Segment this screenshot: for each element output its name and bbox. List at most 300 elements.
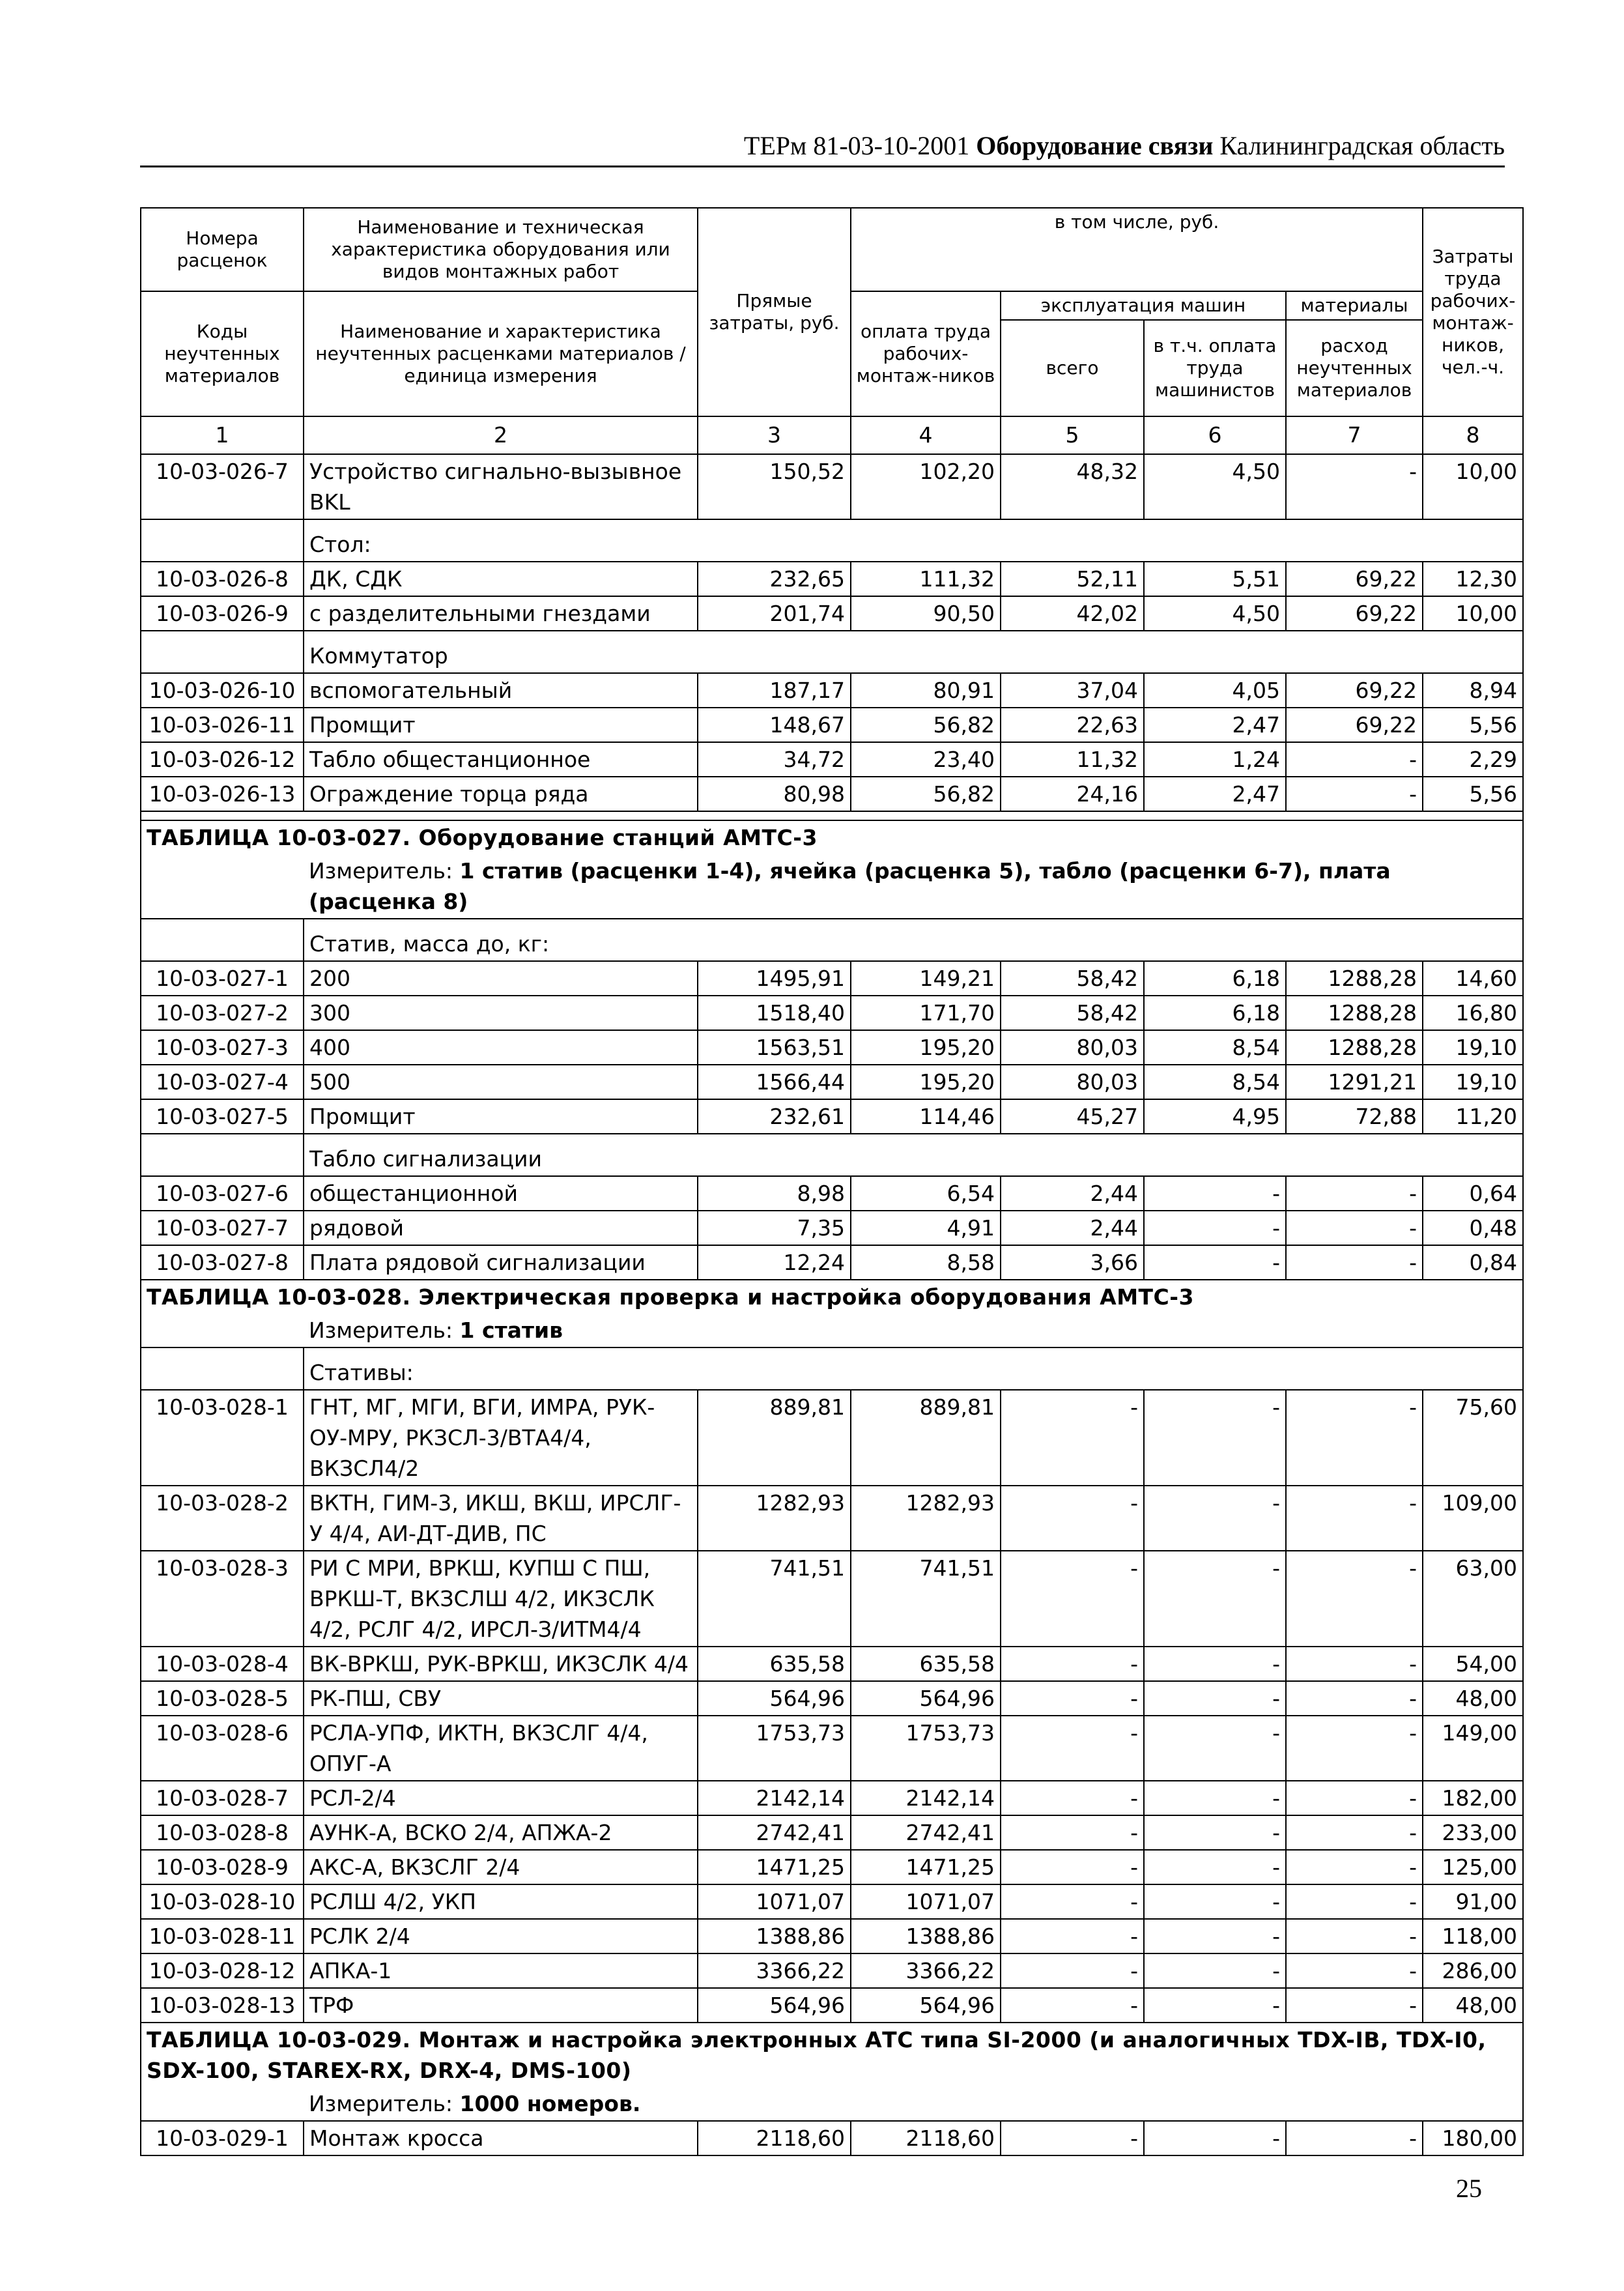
materials-cost: - — [1286, 1850, 1423, 1884]
rate-code: 10-03-026-9 — [141, 596, 304, 631]
labor-hours: 8,94 — [1423, 673, 1523, 708]
worker-wages: 2142,14 — [851, 1781, 1001, 1815]
direct-costs: 1471,25 — [698, 1850, 851, 1884]
doc-title: Оборудование связи — [976, 131, 1214, 160]
table-meter — [304, 854, 1523, 919]
labor-hours: 19,10 — [1423, 1065, 1523, 1099]
work-name: вспомогательный — [304, 673, 698, 708]
machinist-wages: - — [1144, 1781, 1286, 1815]
worker-wages: 889,81 — [851, 1390, 1001, 1486]
machines-total: 3,66 — [1001, 1245, 1144, 1280]
labor-hours: 0,64 — [1423, 1176, 1523, 1211]
table-row — [141, 1919, 1523, 1953]
table-row — [141, 1815, 1523, 1850]
materials-cost: - — [1286, 1919, 1423, 1953]
col-machinists-wages-head: в т.ч. оплата труда машинистов — [1144, 320, 1286, 416]
worker-wages: 1388,86 — [851, 1919, 1001, 1953]
col-number: 1 — [141, 416, 304, 454]
work-name: ВК-ВРКШ, РУК-ВРКШ, ИКЗСЛК 4/4 — [304, 1647, 698, 1681]
table-row — [141, 1486, 1523, 1551]
direct-costs: 889,81 — [698, 1390, 851, 1486]
rate-code: 10-03-027-7 — [141, 1211, 304, 1245]
rate-code: 10-03-028-7 — [141, 1781, 304, 1815]
group-heading-spacer — [141, 1347, 304, 1390]
labor-hours: 286,00 — [1423, 1953, 1523, 1988]
machines-total: 24,16 — [1001, 777, 1144, 811]
machinist-wages: - — [1144, 1211, 1286, 1245]
worker-wages: 1282,93 — [851, 1486, 1001, 1551]
table-row — [141, 1988, 1523, 2023]
machines-total: 2,44 — [1001, 1176, 1144, 1211]
group-heading-spacer — [141, 919, 304, 961]
materials-cost: - — [1286, 454, 1423, 519]
table-title: ТАБЛИЦА 10-03-029. Монтаж и настройка электронных АТС типа SI-2000 (и аналогичных TDX-IB, TDX-I0, SDX-100, STAREX-RX, DRX-4, DMS-100) — [141, 2023, 1523, 2087]
rate-code: 10-03-028-5 — [141, 1681, 304, 1716]
materials-cost: - — [1286, 777, 1423, 811]
table-title: ТАБЛИЦА 10-03-028. Электрическая проверка и настройка оборудования АМТС-3 — [141, 1280, 1523, 1314]
machinist-wages: 1,24 — [1144, 742, 1286, 777]
worker-wages: 111,32 — [851, 562, 1001, 596]
col-number: 8 — [1423, 416, 1523, 454]
meter-label: Измеритель: — [309, 2091, 460, 2116]
table-row — [141, 1716, 1523, 1781]
work-name: РСЛА-УПФ, ИКТН, ВКЗСЛГ 4/4, ОПУГ-А — [304, 1716, 698, 1781]
table-row — [141, 1030, 1523, 1065]
work-name: 500 — [304, 1065, 698, 1099]
spacer-cell — [141, 811, 1523, 820]
work-name: Плата рядовой сигнализации — [304, 1245, 698, 1280]
meter-spacer — [141, 1314, 304, 1347]
table-row — [141, 673, 1523, 708]
work-name: 400 — [304, 1030, 698, 1065]
materials-cost: - — [1286, 1953, 1423, 1988]
col-number: 6 — [1144, 416, 1286, 454]
group-heading: Табло сигнализации — [304, 1134, 1523, 1176]
rate-code: 10-03-028-11 — [141, 1919, 304, 1953]
direct-costs: 150,52 — [698, 454, 851, 519]
worker-wages: 564,96 — [851, 1988, 1001, 2023]
meter-row — [141, 854, 1523, 919]
worker-wages: 56,82 — [851, 777, 1001, 811]
work-name: рядовой — [304, 1211, 698, 1245]
work-name: Промщит — [304, 708, 698, 742]
rate-code: 10-03-028-3 — [141, 1551, 304, 1647]
machines-total: - — [1001, 1815, 1144, 1850]
table-title-row — [141, 820, 1523, 854]
table-row — [141, 1551, 1523, 1647]
col-labor-head: Затраты труда рабочих-монтаж-ников, чел.-ч. — [1423, 208, 1523, 416]
machinist-wages: - — [1144, 1884, 1286, 1919]
materials-cost: - — [1286, 1647, 1423, 1681]
materials-cost: - — [1286, 1884, 1423, 1919]
rate-code: 10-03-027-5 — [141, 1099, 304, 1134]
table-row — [141, 1099, 1523, 1134]
worker-wages: 741,51 — [851, 1551, 1001, 1647]
direct-costs: 1563,51 — [698, 1030, 851, 1065]
worker-wages: 1753,73 — [851, 1716, 1001, 1781]
worker-wages: 149,21 — [851, 961, 1001, 996]
machinist-wages: - — [1144, 1988, 1286, 2023]
labor-hours: 0,84 — [1423, 1245, 1523, 1280]
machinist-wages: 4,95 — [1144, 1099, 1286, 1134]
group-heading-row — [141, 519, 1523, 562]
work-name: ДК, СДК — [304, 562, 698, 596]
labor-hours: 125,00 — [1423, 1850, 1523, 1884]
col-number: 3 — [698, 416, 851, 454]
rate-code: 10-03-026-10 — [141, 673, 304, 708]
group-heading-spacer — [141, 1134, 304, 1176]
machines-total: - — [1001, 1716, 1144, 1781]
materials-cost: - — [1286, 1245, 1423, 1280]
rate-code: 10-03-028-1 — [141, 1390, 304, 1486]
machinist-wages: - — [1144, 1850, 1286, 1884]
incl-head: в том числе, руб. — [851, 208, 1423, 291]
machinist-wages: - — [1144, 1551, 1286, 1647]
machinist-wages: - — [1144, 1815, 1286, 1850]
worker-wages: 8,58 — [851, 1245, 1001, 1280]
group-heading: Статив, масса до, кг: — [304, 919, 1523, 961]
meter-spacer — [141, 2087, 304, 2121]
machinist-wages: 2,47 — [1144, 708, 1286, 742]
rate-code: 10-03-028-9 — [141, 1850, 304, 1884]
col-number: 7 — [1286, 416, 1423, 454]
worker-wages: 635,58 — [851, 1647, 1001, 1681]
materials-cost: 1291,21 — [1286, 1065, 1423, 1099]
direct-costs: 741,51 — [698, 1551, 851, 1647]
worker-wages: 90,50 — [851, 596, 1001, 631]
direct-costs: 564,96 — [698, 1988, 851, 2023]
table-meter — [304, 2087, 1523, 2121]
table-row — [141, 1681, 1523, 1716]
work-name: АПКА-1 — [304, 1953, 698, 1988]
direct-costs: 8,98 — [698, 1176, 851, 1211]
machines-total: - — [1001, 1551, 1144, 1647]
machinist-wages: 4,50 — [1144, 596, 1286, 631]
col-machines-total-head: всего — [1001, 320, 1144, 416]
rates-table — [140, 207, 1524, 2156]
labor-hours: 14,60 — [1423, 961, 1523, 996]
worker-wages: 564,96 — [851, 1681, 1001, 1716]
labor-hours: 5,56 — [1423, 777, 1523, 811]
machines-total: 80,03 — [1001, 1030, 1144, 1065]
work-name: ВКТН, ГИМ-3, ИКШ, ВКШ, ИРСЛГ-У 4/4, АИ-ДТ-ДИВ, ПС — [304, 1486, 698, 1551]
meter-value: 1 статив (расценки 1-4), ячейка (расценка 5), табло (расценки 6-7), плата (расценка 8) — [309, 858, 1391, 914]
machines-total: 48,32 — [1001, 454, 1144, 519]
labor-hours: 12,30 — [1423, 562, 1523, 596]
machinist-wages: 4,50 — [1144, 454, 1286, 519]
table-title-row — [141, 2023, 1523, 2087]
materials-cost: - — [1286, 1551, 1423, 1647]
materials-cost: - — [1286, 742, 1423, 777]
table-meter — [304, 1314, 1523, 1347]
worker-wages: 80,91 — [851, 673, 1001, 708]
worker-wages: 56,82 — [851, 708, 1001, 742]
machines-total: - — [1001, 2121, 1144, 2155]
worker-wages: 1471,25 — [851, 1850, 1001, 1884]
machines-total: - — [1001, 1988, 1144, 2023]
labor-hours: 91,00 — [1423, 1884, 1523, 1919]
direct-costs: 1388,86 — [698, 1919, 851, 1953]
rate-code: 10-03-026-7 — [141, 454, 304, 519]
direct-costs: 1495,91 — [698, 961, 851, 996]
machinist-wages: 8,54 — [1144, 1065, 1286, 1099]
group-heading: Коммутатор — [304, 631, 1523, 673]
machines-total: 52,11 — [1001, 562, 1144, 596]
machines-total: 11,32 — [1001, 742, 1144, 777]
labor-hours: 48,00 — [1423, 1988, 1523, 2023]
header-row-1 — [141, 208, 1523, 291]
materials-cost: 1288,28 — [1286, 1030, 1423, 1065]
machines-total: 80,03 — [1001, 1065, 1144, 1099]
work-name: Монтаж кросса — [304, 2121, 698, 2155]
materials-cost: 69,22 — [1286, 596, 1423, 631]
table-row — [141, 708, 1523, 742]
materials-cost: - — [1286, 1781, 1423, 1815]
machines-total: 45,27 — [1001, 1099, 1144, 1134]
table-row — [141, 2121, 1523, 2155]
work-name: Устройство сигнально-вызывное BKL — [304, 454, 698, 519]
direct-costs: 34,72 — [698, 742, 851, 777]
group-heading-spacer — [141, 519, 304, 562]
machinist-wages: - — [1144, 1245, 1286, 1280]
direct-costs: 1566,44 — [698, 1065, 851, 1099]
labor-hours: 180,00 — [1423, 2121, 1523, 2155]
direct-costs: 2118,60 — [698, 2121, 851, 2155]
table-row — [141, 454, 1523, 519]
work-name: РК-ПШ, СВУ — [304, 1681, 698, 1716]
work-name: АКС-А, ВКЗСЛГ 2/4 — [304, 1850, 698, 1884]
group-heading-row — [141, 1134, 1523, 1176]
table-row — [141, 596, 1523, 631]
machines-total: - — [1001, 1884, 1144, 1919]
labor-hours: 19,10 — [1423, 1030, 1523, 1065]
direct-costs: 148,67 — [698, 708, 851, 742]
table-row — [141, 1065, 1523, 1099]
direct-costs: 564,96 — [698, 1681, 851, 1716]
materials-cost: - — [1286, 1681, 1423, 1716]
materials-cost: - — [1286, 1988, 1423, 2023]
machinist-wages: - — [1144, 1390, 1286, 1486]
meter-row — [141, 1314, 1523, 1347]
materials-cost: 72,88 — [1286, 1099, 1423, 1134]
col-number: 4 — [851, 416, 1001, 454]
rate-code: 10-03-028-4 — [141, 1647, 304, 1681]
table-row — [141, 1884, 1523, 1919]
col-number: 5 — [1001, 416, 1144, 454]
page-header — [681, 130, 1505, 161]
col-name-head-top: Наименование и техническая характеристика оборудования или видов монтажных работ — [304, 208, 698, 291]
labor-hours: 16,80 — [1423, 996, 1523, 1030]
machines-total: - — [1001, 1647, 1144, 1681]
machines-head: эксплуатация машин — [1001, 291, 1286, 320]
page-number: 25 — [1456, 2174, 1482, 2203]
machinist-wages: - — [1144, 1716, 1286, 1781]
direct-costs: 12,24 — [698, 1245, 851, 1280]
table-row — [141, 742, 1523, 777]
machines-total: - — [1001, 1919, 1144, 1953]
meter-spacer — [141, 854, 304, 919]
worker-wages: 2118,60 — [851, 2121, 1001, 2155]
work-name: ГНТ, МГ, МГИ, ВГИ, ИМРА, РУК-ОУ-МРУ, РКЗСЛ-3/ВТА4/4, ВКЗСЛ4/2 — [304, 1390, 698, 1486]
labor-hours: 54,00 — [1423, 1647, 1523, 1681]
col-number: 2 — [304, 416, 698, 454]
machines-total: - — [1001, 1850, 1144, 1884]
rate-code: 10-03-027-2 — [141, 996, 304, 1030]
machines-total: - — [1001, 1486, 1144, 1551]
work-name: РСЛШ 4/2, УКП — [304, 1884, 698, 1919]
worker-wages: 102,20 — [851, 454, 1001, 519]
materials-head: материалы — [1286, 291, 1423, 320]
machinist-wages: 4,05 — [1144, 673, 1286, 708]
doc-region: Калининградская область — [1219, 131, 1505, 160]
direct-costs: 1518,40 — [698, 996, 851, 1030]
labor-hours: 109,00 — [1423, 1486, 1523, 1551]
materials-cost: - — [1286, 1716, 1423, 1781]
meter-value: 1000 номеров. — [459, 2091, 641, 2116]
group-heading-row — [141, 1347, 1523, 1390]
rate-code: 10-03-027-6 — [141, 1176, 304, 1211]
machinist-wages: - — [1144, 1176, 1286, 1211]
machines-total: 58,42 — [1001, 961, 1144, 996]
rate-code: 10-03-028-2 — [141, 1486, 304, 1551]
group-heading: Стол: — [304, 519, 1523, 562]
worker-wages: 114,46 — [851, 1099, 1001, 1134]
machinist-wages: 6,18 — [1144, 996, 1286, 1030]
group-heading-spacer — [141, 631, 304, 673]
machines-total: 22,63 — [1001, 708, 1144, 742]
rate-code: 10-03-029-1 — [141, 2121, 304, 2155]
materials-cost: 1288,28 — [1286, 996, 1423, 1030]
materials-cost: - — [1286, 1211, 1423, 1245]
table-row — [141, 562, 1523, 596]
worker-wages: 1071,07 — [851, 1884, 1001, 1919]
materials-cost: - — [1286, 2121, 1423, 2155]
machinist-wages: 2,47 — [1144, 777, 1286, 811]
worker-wages: 3366,22 — [851, 1953, 1001, 1988]
table-row — [141, 961, 1523, 996]
machines-total: - — [1001, 1681, 1144, 1716]
materials-cost: - — [1286, 1176, 1423, 1211]
rate-code: 10-03-028-10 — [141, 1884, 304, 1919]
table-row — [141, 1647, 1523, 1681]
table-row — [141, 1781, 1523, 1815]
machinist-wages: - — [1144, 1681, 1286, 1716]
worker-wages: 4,91 — [851, 1211, 1001, 1245]
rate-code: 10-03-027-1 — [141, 961, 304, 996]
materials-cost: - — [1286, 1390, 1423, 1486]
worker-wages: 195,20 — [851, 1065, 1001, 1099]
meter-value: 1 статив — [459, 1318, 563, 1343]
table-title-row — [141, 1280, 1523, 1314]
worker-wages: 195,20 — [851, 1030, 1001, 1065]
rate-code: 10-03-028-8 — [141, 1815, 304, 1850]
work-name: с разделительными гнездами — [304, 596, 698, 631]
direct-costs: 2142,14 — [698, 1781, 851, 1815]
work-name: РСЛ-2/4 — [304, 1781, 698, 1815]
work-name: 300 — [304, 996, 698, 1030]
materials-cost: 1288,28 — [1286, 961, 1423, 996]
labor-hours: 48,00 — [1423, 1681, 1523, 1716]
labor-hours: 10,00 — [1423, 454, 1523, 519]
work-name: 200 — [304, 961, 698, 996]
table-row — [141, 1211, 1523, 1245]
doc-code: ТЕРм 81-03-10-2001 — [743, 131, 970, 160]
direct-costs: 2742,41 — [698, 1815, 851, 1850]
labor-hours: 5,56 — [1423, 708, 1523, 742]
spacer-row — [141, 811, 1523, 820]
direct-costs: 7,35 — [698, 1211, 851, 1245]
work-name: РСЛК 2/4 — [304, 1919, 698, 1953]
rate-code: 10-03-026-13 — [141, 777, 304, 811]
machines-total: 58,42 — [1001, 996, 1144, 1030]
machines-total: 37,04 — [1001, 673, 1144, 708]
col-direct-costs-head: Прямые затраты, руб. — [698, 208, 851, 416]
labor-hours: 63,00 — [1423, 1551, 1523, 1647]
group-heading-row — [141, 631, 1523, 673]
rate-code: 10-03-028-12 — [141, 1953, 304, 1988]
table-row — [141, 777, 1523, 811]
materials-cost: - — [1286, 1815, 1423, 1850]
labor-hours: 11,20 — [1423, 1099, 1523, 1134]
work-name: Табло общестанционное — [304, 742, 698, 777]
rate-code: 10-03-027-4 — [141, 1065, 304, 1099]
col-codes-head-bottom: Коды неучтенных материалов — [141, 291, 304, 416]
direct-costs: 187,17 — [698, 673, 851, 708]
meter-label: Измеритель: — [309, 858, 460, 884]
work-name: РИ С МРИ, ВРКШ, КУПШ С ПШ, ВРКШ-Т, ВКЗСЛШ 4/2, ИКЗСЛК 4/2, РСЛГ 4/2, ИРСЛ-З/ИТМ4/4 — [304, 1551, 698, 1647]
header-rule — [140, 166, 1505, 167]
materials-cost: 69,22 — [1286, 673, 1423, 708]
materials-cost: 69,22 — [1286, 562, 1423, 596]
machinist-wages: - — [1144, 1919, 1286, 1953]
labor-hours: 233,00 — [1423, 1815, 1523, 1850]
machines-total: - — [1001, 1953, 1144, 1988]
machines-total: 42,02 — [1001, 596, 1144, 631]
direct-costs: 635,58 — [698, 1647, 851, 1681]
work-name: общестанционной — [304, 1176, 698, 1211]
machinist-wages: - — [1144, 1486, 1286, 1551]
labor-hours: 2,29 — [1423, 742, 1523, 777]
worker-wages: 171,70 — [851, 996, 1001, 1030]
work-name: ТРФ — [304, 1988, 698, 2023]
table-row — [141, 1390, 1523, 1486]
rate-code: 10-03-027-3 — [141, 1030, 304, 1065]
group-heading: Стативы: — [304, 1347, 1523, 1390]
machinist-wages: - — [1144, 1647, 1286, 1681]
labor-hours: 182,00 — [1423, 1781, 1523, 1815]
labor-hours: 0,48 — [1423, 1211, 1523, 1245]
direct-costs: 3366,22 — [698, 1953, 851, 1988]
labor-hours: 149,00 — [1423, 1716, 1523, 1781]
direct-costs: 232,65 — [698, 562, 851, 596]
machines-total: 2,44 — [1001, 1211, 1144, 1245]
materials-cost: - — [1286, 1486, 1423, 1551]
machinist-wages: - — [1144, 1953, 1286, 1988]
rate-code: 10-03-027-8 — [141, 1245, 304, 1280]
direct-costs: 201,74 — [698, 596, 851, 631]
table-row — [141, 1850, 1523, 1884]
meter-label: Измеритель: — [309, 1318, 460, 1343]
machinist-wages: - — [1144, 2121, 1286, 2155]
rate-code: 10-03-028-6 — [141, 1716, 304, 1781]
worker-wages: 2742,41 — [851, 1815, 1001, 1850]
work-name: Промщит — [304, 1099, 698, 1134]
worker-wages: 6,54 — [851, 1176, 1001, 1211]
table-row — [141, 996, 1523, 1030]
rate-code: 10-03-028-13 — [141, 1988, 304, 2023]
direct-costs: 1071,07 — [698, 1884, 851, 1919]
rate-code: 10-03-026-12 — [141, 742, 304, 777]
